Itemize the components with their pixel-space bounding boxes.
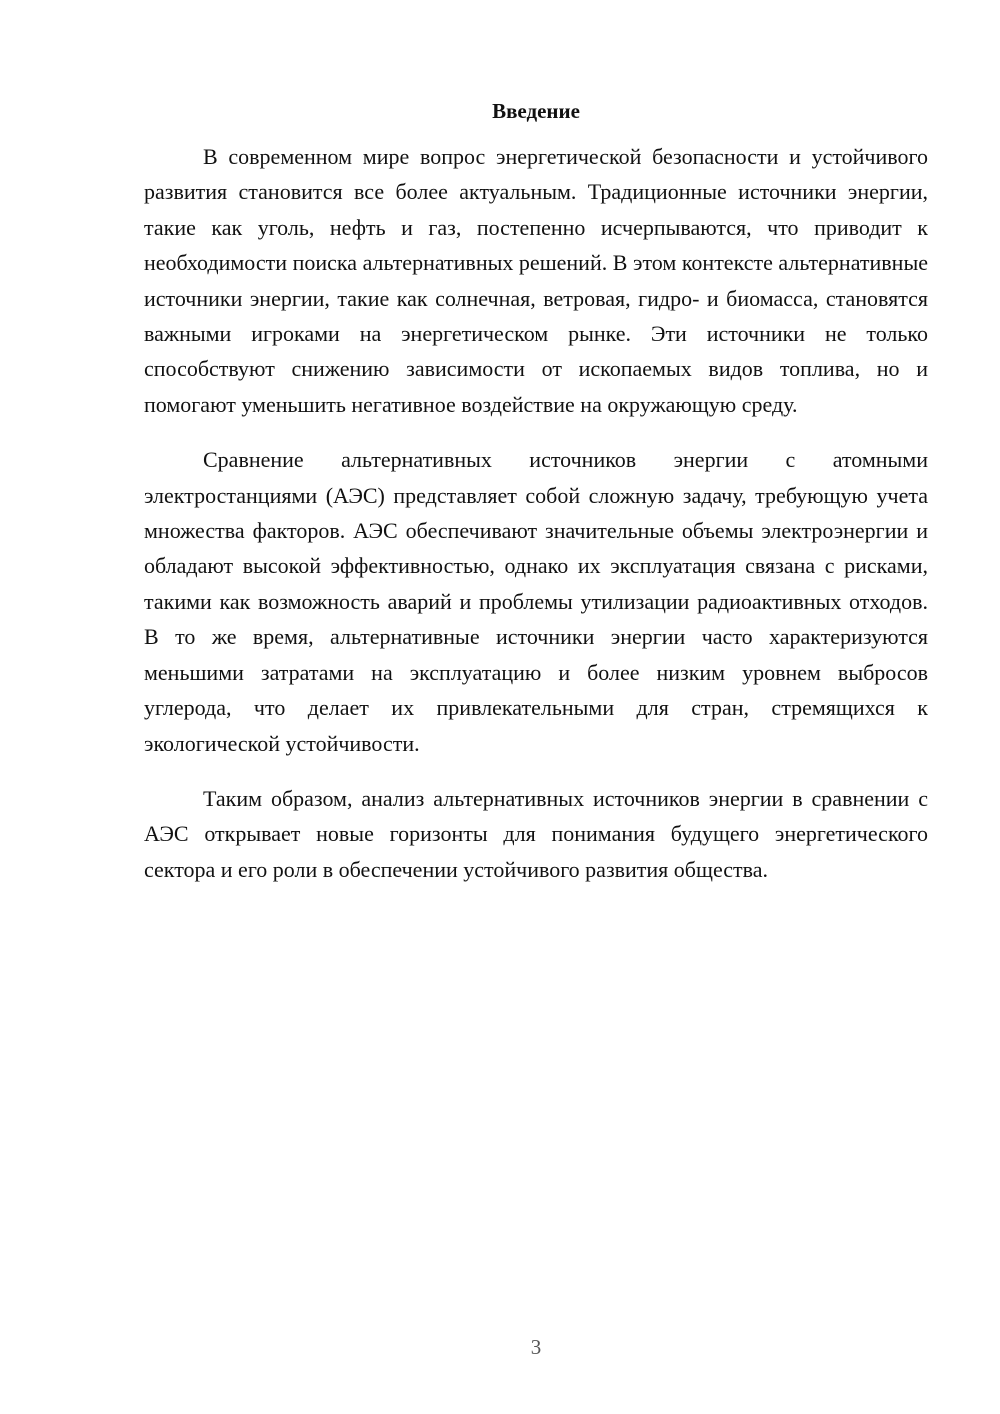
page-number: 3 — [530, 1335, 542, 1359]
section-heading: Введение — [492, 99, 580, 123]
page-content — [144, 96, 928, 887]
paragraph-3: Таким образом, анализ альтернативных источников энергии в сравнении с АЭС открывает новые горизонты для понимания будущего энергетического сектора и его роли в обеспечении устойчивого развития общества. — [144, 785, 928, 882]
paragraph-2: Сравнение альтернативных источников энергии с атомными электростанциями (АЭС) представляет собой сложную задачу, требующую учета множества факторов. АЭС обеспечивают значительные объемы электроэнергии и обладают высокой эффективностью, однако их эксплуатация связана с рисками, такими как возможность аварий и проблемы утилизации радиоактивных отходов. В то же время, альтернативные источники энергии часто характеризуются меньшими затратами на эксплуатацию и более низким уровнем выбросов углерода, что делает их привлекательными для стран, стремящихся к экологической устойчивости. — [144, 447, 928, 756]
paragraph-1: В современном мире вопрос энергетической безопасности и устойчивого развития становится все более актуальным. Традиционные источники энергии, такие как уголь, нефть и газ, постепенно исчерпываются, что приводит к необходимости поиска альтернативных решений. В этом контексте альтернативные источники энергии, такие как солнечная, ветровая, гидро- и биомасса, становятся важными игроками на энергетическом рынке. Эти источники не только способствуют снижению зависимости от ископаемых видов топлива, но и помогают уменьшить негативное воздействие на окружающую среду. — [144, 144, 928, 417]
